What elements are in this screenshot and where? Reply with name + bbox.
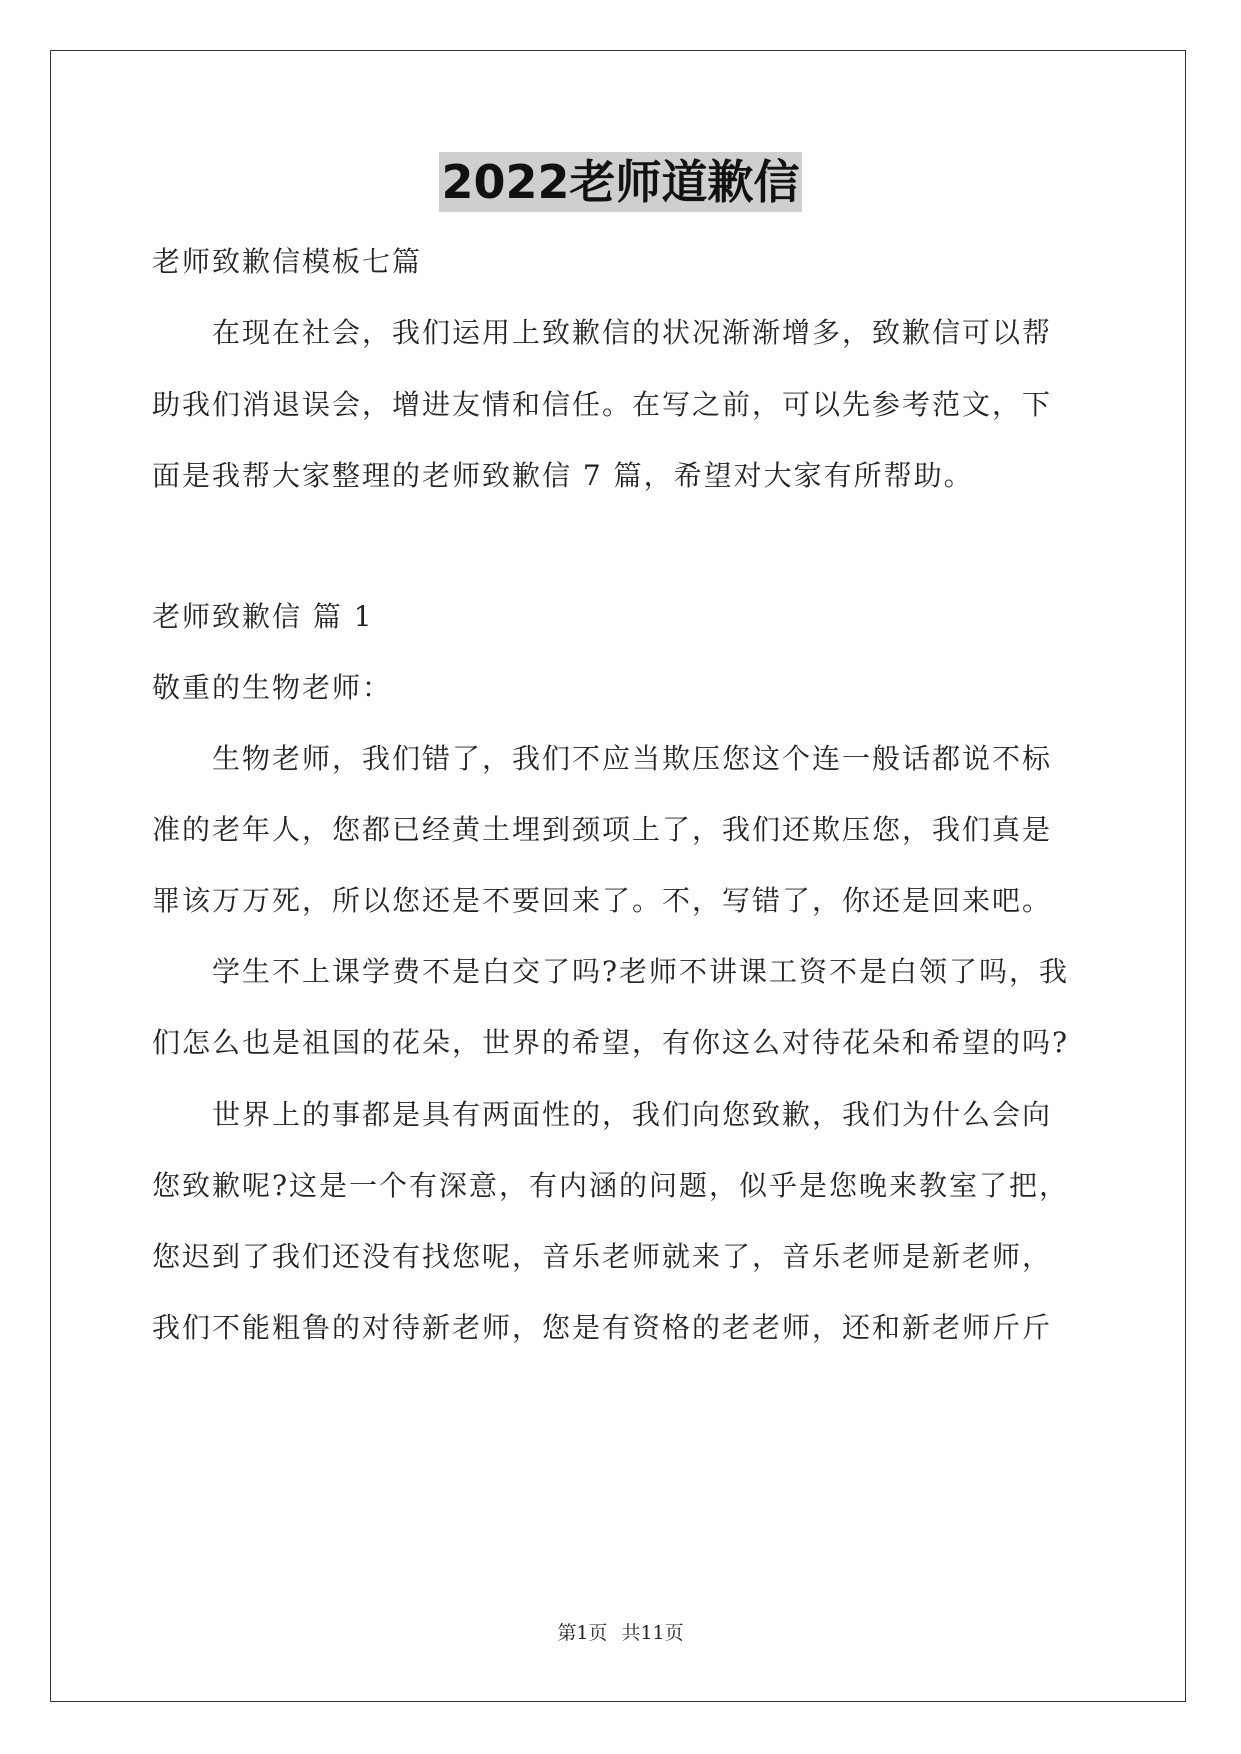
paragraph-line: 们怎么也是祖国的花朵，世界的希望，有你这么对待花朵和希望的吗? bbox=[152, 1026, 1070, 1059]
paragraph-line: 我们不能粗鲁的对待新老师，您是有资格的老老师，还和新老师斤斤 bbox=[152, 1311, 1053, 1344]
document-title: 2022老师道歉信 bbox=[439, 152, 801, 212]
page-number: 第1页 bbox=[557, 1622, 608, 1644]
salutation-line: 敬重的生物老师： bbox=[152, 671, 393, 704]
paragraph-line: 罪该万万死，所以您还是不要回来了。不，写错了，你还是回来吧。 bbox=[152, 884, 1053, 917]
paragraph-line: 助我们消退误会，增进友情和信任。在写之前，可以先参考范文，下 bbox=[152, 388, 1053, 421]
title-wrap bbox=[0, 152, 1241, 212]
paragraph-line: 生物老师，我们错了，我们不应当欺压您这个连一般话都说不标 bbox=[152, 742, 1053, 775]
paragraph-line: 您迟到了我们还没有找您呢，音乐老师就来了，音乐老师是新老师， bbox=[152, 1240, 1053, 1273]
paragraph-line: 学生不上课学费不是白交了吗?老师不讲课工资不是白领了吗，我 bbox=[152, 955, 1070, 988]
section-heading: 老师致歉信 篇 1 bbox=[152, 600, 374, 633]
subtitle-line: 老师致歉信模板七篇 bbox=[152, 245, 423, 278]
paragraph-line: 面是我帮大家整理的老师致歉信 7 篇，希望对大家有所帮助。 bbox=[152, 459, 974, 492]
paragraph-line: 世界上的事都是具有两面性的，我们向您致歉，我们为什么会向 bbox=[152, 1098, 1053, 1131]
page-footer bbox=[0, 1618, 1241, 1645]
paragraph-line: 准的老年人，您都已经黄土埋到颈项上了，我们还欺压您，我们真是 bbox=[152, 813, 1053, 846]
paragraph-line: 在现在社会，我们运用上致歉信的状况渐渐增多，致歉信可以帮 bbox=[152, 316, 1053, 349]
paragraph-line: 您致歉呢?这是一个有深意，有内涵的问题，似乎是您晚来教室了把， bbox=[152, 1169, 1070, 1202]
page-border bbox=[50, 50, 1186, 1702]
page-total: 共11页 bbox=[621, 1622, 684, 1644]
